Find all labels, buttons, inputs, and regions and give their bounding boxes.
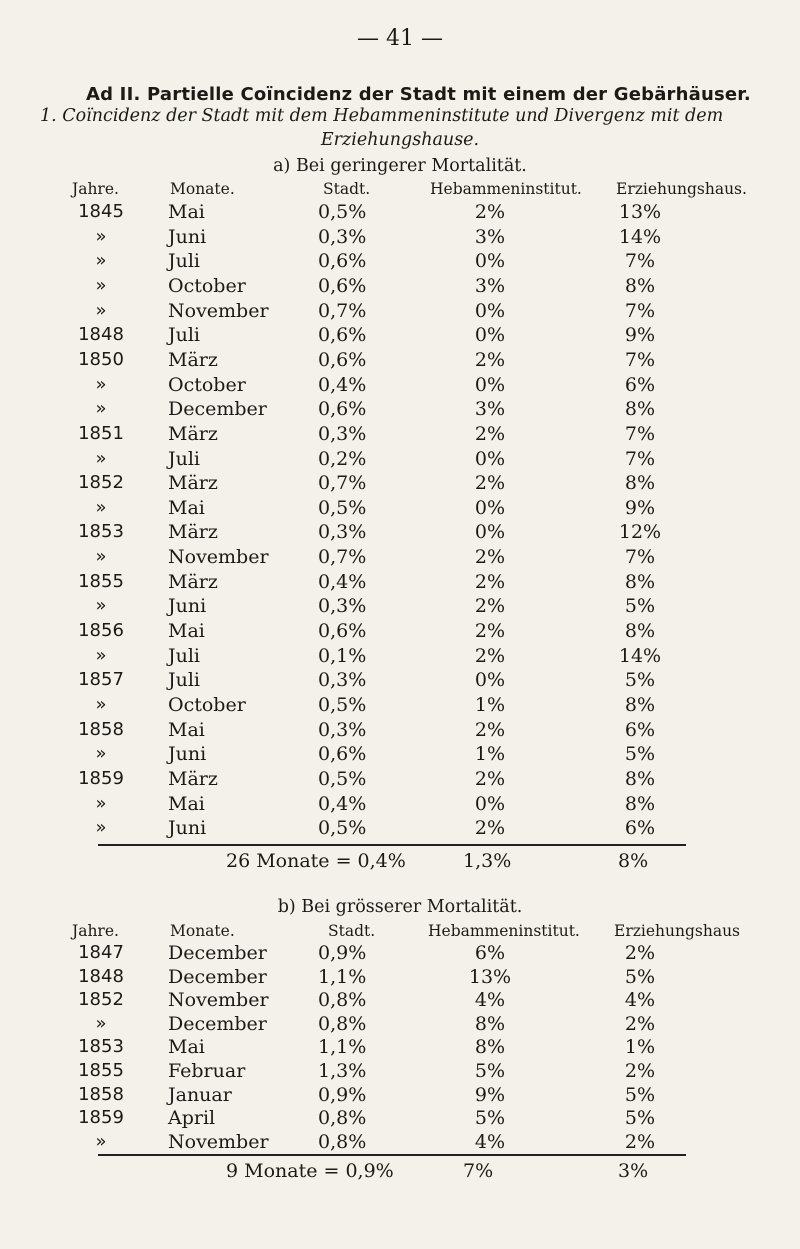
hebammeninstitut-cell: 8% bbox=[474, 1012, 506, 1035]
stadt-cell: 0,6% bbox=[318, 324, 367, 347]
page-number: — 41 — bbox=[357, 26, 443, 51]
stadt-cell: 1,1% bbox=[318, 1036, 367, 1059]
erziehungshaus-cell: 5% bbox=[624, 1083, 656, 1106]
month-cell: Januar bbox=[168, 1083, 232, 1106]
month-cell: Mai bbox=[168, 1036, 205, 1059]
month-cell: Juli bbox=[168, 324, 201, 347]
section-a-header-jahre: Jahre. bbox=[72, 180, 119, 198]
section-b-rule bbox=[98, 1154, 686, 1156]
month-cell: Mai bbox=[168, 496, 205, 519]
year-cell: 1850 bbox=[78, 348, 124, 370]
year-cell: 1858 bbox=[78, 1083, 124, 1105]
year-cell: » bbox=[95, 373, 107, 395]
erziehungshaus-cell: 7% bbox=[624, 299, 656, 322]
stadt-cell: 0,1% bbox=[318, 644, 367, 667]
month-cell: November bbox=[168, 989, 269, 1012]
year-cell: 1853 bbox=[78, 1036, 124, 1058]
hebammeninstitut-cell: 0% bbox=[474, 792, 506, 815]
month-cell: März bbox=[168, 570, 218, 593]
year-cell: » bbox=[95, 274, 107, 296]
section-a-title: a) Bei geringerer Mortalität. bbox=[273, 156, 527, 176]
year-cell: » bbox=[95, 694, 107, 715]
erziehungshaus-cell: 8% bbox=[624, 694, 656, 716]
month-cell: Juni bbox=[168, 595, 207, 618]
hebammeninstitut-cell: 3% bbox=[474, 225, 506, 248]
stadt-cell: 0,9% bbox=[318, 1083, 367, 1106]
stadt-cell: 0,3% bbox=[318, 669, 367, 692]
hebammeninstitut-cell: 2% bbox=[474, 348, 506, 371]
section-b-header-erz: Erziehungshaus bbox=[614, 922, 741, 940]
month-cell: Mai bbox=[168, 792, 205, 815]
year-cell: 1859 bbox=[78, 767, 124, 789]
year-cell: » bbox=[95, 299, 107, 321]
hebammeninstitut-cell: 1% bbox=[474, 743, 506, 766]
hebammeninstitut-cell: 2% bbox=[474, 546, 506, 569]
month-cell: October bbox=[168, 274, 246, 297]
erziehungshaus-cell: 7% bbox=[624, 348, 656, 371]
stadt-cell: 0,6% bbox=[318, 398, 367, 421]
year-cell: » bbox=[95, 250, 107, 272]
erziehungshaus-cell: 14% bbox=[618, 644, 662, 667]
month-cell: Mai bbox=[168, 718, 205, 741]
erziehungshaus-cell: 6% bbox=[624, 373, 656, 396]
erziehungshaus-cell: 7% bbox=[624, 250, 656, 273]
hebammeninstitut-cell: 0% bbox=[474, 324, 506, 347]
month-cell: November bbox=[168, 546, 269, 569]
erziehungshaus-cell: 8% bbox=[624, 398, 656, 421]
stadt-cell: 0,7% bbox=[318, 546, 367, 569]
month-cell: Juli bbox=[168, 644, 201, 667]
stadt-cell: 0,6% bbox=[318, 250, 367, 273]
erziehungshaus-cell: 14% bbox=[618, 225, 662, 248]
erziehungshaus-cell: 9% bbox=[624, 496, 656, 519]
hebammeninstitut-cell: 6% bbox=[474, 942, 506, 964]
erziehungshaus-cell: 6% bbox=[624, 718, 656, 741]
hebammeninstitut-cell: 3% bbox=[474, 274, 506, 297]
erziehungshaus-cell: 8% bbox=[624, 570, 656, 593]
stadt-cell: 0,5% bbox=[318, 694, 367, 716]
stadt-cell: 0,3% bbox=[318, 595, 367, 618]
stadt-cell: 0,3% bbox=[318, 225, 367, 248]
section-a-rule bbox=[98, 844, 686, 846]
section-b-header-heb: Hebammeninstitut. bbox=[428, 922, 580, 940]
month-cell: März bbox=[168, 422, 218, 445]
year-cell: 1853 bbox=[78, 521, 124, 543]
month-cell: März bbox=[168, 521, 218, 544]
hebammeninstitut-cell: 3% bbox=[474, 398, 506, 421]
month-cell: Juli bbox=[168, 669, 201, 692]
erziehungshaus-cell: 5% bbox=[624, 743, 656, 766]
stadt-cell: 0,6% bbox=[318, 274, 367, 297]
month-cell: Juli bbox=[168, 250, 201, 273]
hebammeninstitut-cell: 2% bbox=[474, 644, 506, 667]
month-cell: März bbox=[168, 767, 218, 790]
hebammeninstitut-cell: 2% bbox=[474, 472, 506, 495]
month-cell: December bbox=[168, 965, 267, 988]
stadt-cell: 0,8% bbox=[318, 1130, 367, 1153]
section-a-header-stadt: Stadt. bbox=[323, 180, 371, 198]
hebammeninstitut-cell: 13% bbox=[468, 965, 512, 988]
year-cell: 1852 bbox=[78, 989, 124, 1011]
hebammeninstitut-cell: 0% bbox=[474, 521, 506, 544]
stadt-cell: 0,5% bbox=[318, 817, 367, 840]
erziehungshaus-cell: 2% bbox=[624, 1060, 656, 1082]
stadt-cell: 1,3% bbox=[318, 1060, 367, 1082]
stadt-cell: 0,3% bbox=[318, 718, 367, 741]
section-a-summary-label: 26 Monate = 0,4% bbox=[226, 850, 406, 872]
section-heading: Ad II. Partielle Coïncidenz der Stadt mit einem der Gebärhäuser. bbox=[86, 84, 751, 105]
erziehungshaus-cell: 13% bbox=[618, 201, 662, 223]
hebammeninstitut-cell: 2% bbox=[474, 201, 506, 223]
year-cell: 1856 bbox=[78, 620, 124, 642]
erziehungshaus-cell: 7% bbox=[624, 546, 656, 569]
stadt-cell: 1,1% bbox=[318, 965, 367, 988]
stadt-cell: 0,4% bbox=[318, 792, 367, 815]
year-cell: » bbox=[95, 447, 107, 469]
hebammeninstitut-cell: 2% bbox=[474, 767, 506, 790]
section-a-header-monate: Monate. bbox=[170, 180, 235, 198]
section-b-title: b) Bei grösserer Mortalität. bbox=[277, 897, 523, 917]
erziehungshaus-cell: 2% bbox=[624, 942, 656, 964]
year-cell: 1858 bbox=[78, 718, 124, 740]
year-cell: » bbox=[95, 743, 107, 765]
section-a-header-heb: Hebammeninstitut. bbox=[430, 180, 582, 198]
month-cell: Juni bbox=[168, 225, 207, 248]
month-cell: December bbox=[168, 398, 267, 421]
erziehungshaus-cell: 5% bbox=[624, 1107, 656, 1130]
hebammeninstitut-cell: 2% bbox=[474, 718, 506, 741]
year-cell: 1852 bbox=[78, 472, 124, 494]
stadt-cell: 0,6% bbox=[318, 348, 367, 371]
erziehungshaus-cell: 2% bbox=[624, 1130, 656, 1153]
stadt-cell: 0,9% bbox=[318, 942, 367, 964]
hebammeninstitut-cell: 0% bbox=[474, 447, 506, 470]
hebammeninstitut-cell: 0% bbox=[474, 669, 506, 692]
section-a-summary-erz: 8% bbox=[618, 850, 649, 872]
stadt-cell: 0,5% bbox=[318, 767, 367, 790]
stadt-cell: 0,5% bbox=[318, 201, 367, 223]
stadt-cell: 0,8% bbox=[318, 989, 367, 1012]
erziehungshaus-cell: 4% bbox=[624, 989, 656, 1012]
year-cell: » bbox=[95, 225, 107, 247]
erziehungshaus-cell: 8% bbox=[624, 274, 656, 297]
stadt-cell: 0,6% bbox=[318, 743, 367, 766]
erziehungshaus-cell: 5% bbox=[624, 669, 656, 692]
section-b-header-monate: Monate. bbox=[170, 922, 235, 940]
year-cell: » bbox=[95, 595, 107, 617]
erziehungshaus-cell: 8% bbox=[624, 472, 656, 495]
month-cell: Mai bbox=[168, 620, 205, 643]
year-cell: » bbox=[95, 644, 107, 666]
erziehungshaus-cell: 8% bbox=[624, 620, 656, 643]
year-cell: 1855 bbox=[78, 1060, 124, 1081]
stadt-cell: 0,6% bbox=[318, 620, 367, 643]
month-cell: November bbox=[168, 299, 269, 322]
month-cell: Februar bbox=[168, 1060, 246, 1082]
stadt-cell: 0,4% bbox=[318, 373, 367, 396]
stadt-cell: 0,3% bbox=[318, 422, 367, 445]
hebammeninstitut-cell: 5% bbox=[474, 1107, 506, 1130]
stadt-cell: 0,2% bbox=[318, 447, 367, 470]
section-a-header-erz: Erziehungshaus. bbox=[616, 180, 747, 198]
hebammeninstitut-cell: 0% bbox=[474, 373, 506, 396]
stadt-cell: 0,8% bbox=[318, 1107, 367, 1130]
month-cell: December bbox=[168, 942, 267, 964]
hebammeninstitut-cell: 5% bbox=[474, 1060, 506, 1082]
erziehungshaus-cell: 8% bbox=[624, 767, 656, 790]
section-b-summary-erz: 3% bbox=[618, 1160, 649, 1182]
year-cell: 1848 bbox=[78, 965, 124, 987]
year-cell: » bbox=[95, 546, 107, 568]
section-a-summary-heb: 1,3% bbox=[463, 850, 512, 872]
erziehungshaus-cell: 6% bbox=[624, 817, 656, 840]
month-cell: December bbox=[168, 1012, 267, 1035]
stadt-cell: 0,4% bbox=[318, 570, 367, 593]
year-cell: 1855 bbox=[78, 570, 124, 592]
month-cell: Juni bbox=[168, 817, 207, 840]
section-b-summary-heb: 7% bbox=[463, 1160, 494, 1182]
month-cell: März bbox=[168, 472, 218, 495]
month-cell: Juli bbox=[168, 447, 201, 470]
month-cell: Juni bbox=[168, 743, 207, 766]
year-cell: 1847 bbox=[78, 942, 124, 963]
hebammeninstitut-cell: 1% bbox=[474, 694, 506, 716]
year-cell: 1859 bbox=[78, 1107, 124, 1129]
hebammeninstitut-cell: 8% bbox=[474, 1036, 506, 1059]
year-cell: » bbox=[95, 817, 107, 839]
subheading-line-1: 1. Coïncidenz der Stadt mit dem Hebammeninstitute und Divergenz mit dem bbox=[40, 106, 724, 126]
hebammeninstitut-cell: 2% bbox=[474, 620, 506, 643]
erziehungshaus-cell: 1% bbox=[624, 1036, 656, 1059]
month-cell: October bbox=[168, 373, 246, 396]
hebammeninstitut-cell: 9% bbox=[474, 1083, 506, 1106]
erziehungshaus-cell: 5% bbox=[624, 965, 656, 988]
hebammeninstitut-cell: 0% bbox=[474, 250, 506, 273]
erziehungshaus-cell: 8% bbox=[624, 792, 656, 815]
hebammeninstitut-cell: 2% bbox=[474, 595, 506, 618]
erziehungshaus-cell: 7% bbox=[624, 422, 656, 445]
year-cell: 1857 bbox=[78, 669, 124, 691]
hebammeninstitut-cell: 0% bbox=[474, 496, 506, 519]
stadt-cell: 0,5% bbox=[318, 496, 367, 519]
year-cell: 1845 bbox=[78, 201, 124, 222]
month-cell: März bbox=[168, 348, 218, 371]
hebammeninstitut-cell: 2% bbox=[474, 570, 506, 593]
section-b-summary-label: 9 Monate = 0,9% bbox=[226, 1160, 394, 1182]
hebammeninstitut-cell: 0% bbox=[474, 299, 506, 322]
year-cell: » bbox=[95, 496, 107, 518]
erziehungshaus-cell: 5% bbox=[624, 595, 656, 618]
section-b-header-stadt: Stadt. bbox=[328, 922, 376, 940]
stadt-cell: 0,8% bbox=[318, 1012, 367, 1035]
hebammeninstitut-cell: 2% bbox=[474, 422, 506, 445]
month-cell: April bbox=[168, 1107, 216, 1130]
month-cell: Mai bbox=[168, 201, 205, 223]
year-cell: » bbox=[95, 398, 107, 420]
year-cell: 1848 bbox=[78, 324, 124, 346]
month-cell: October bbox=[168, 694, 246, 716]
year-cell: » bbox=[95, 1130, 107, 1152]
section-b-header-jahre: Jahre. bbox=[72, 922, 119, 940]
erziehungshaus-cell: 7% bbox=[624, 447, 656, 470]
subheading-line-2: Erziehungshause. bbox=[320, 130, 480, 150]
hebammeninstitut-cell: 2% bbox=[474, 817, 506, 840]
month-cell: November bbox=[168, 1130, 269, 1153]
erziehungshaus-cell: 9% bbox=[624, 324, 656, 347]
year-cell: » bbox=[95, 792, 107, 814]
stadt-cell: 0,3% bbox=[318, 521, 367, 544]
stadt-cell: 0,7% bbox=[318, 472, 367, 495]
hebammeninstitut-cell: 4% bbox=[474, 989, 506, 1012]
year-cell: » bbox=[95, 1012, 107, 1034]
hebammeninstitut-cell: 4% bbox=[474, 1130, 506, 1153]
erziehungshaus-cell: 2% bbox=[624, 1012, 656, 1035]
year-cell: 1851 bbox=[78, 422, 124, 444]
stadt-cell: 0,7% bbox=[318, 299, 367, 322]
erziehungshaus-cell: 12% bbox=[618, 521, 662, 544]
